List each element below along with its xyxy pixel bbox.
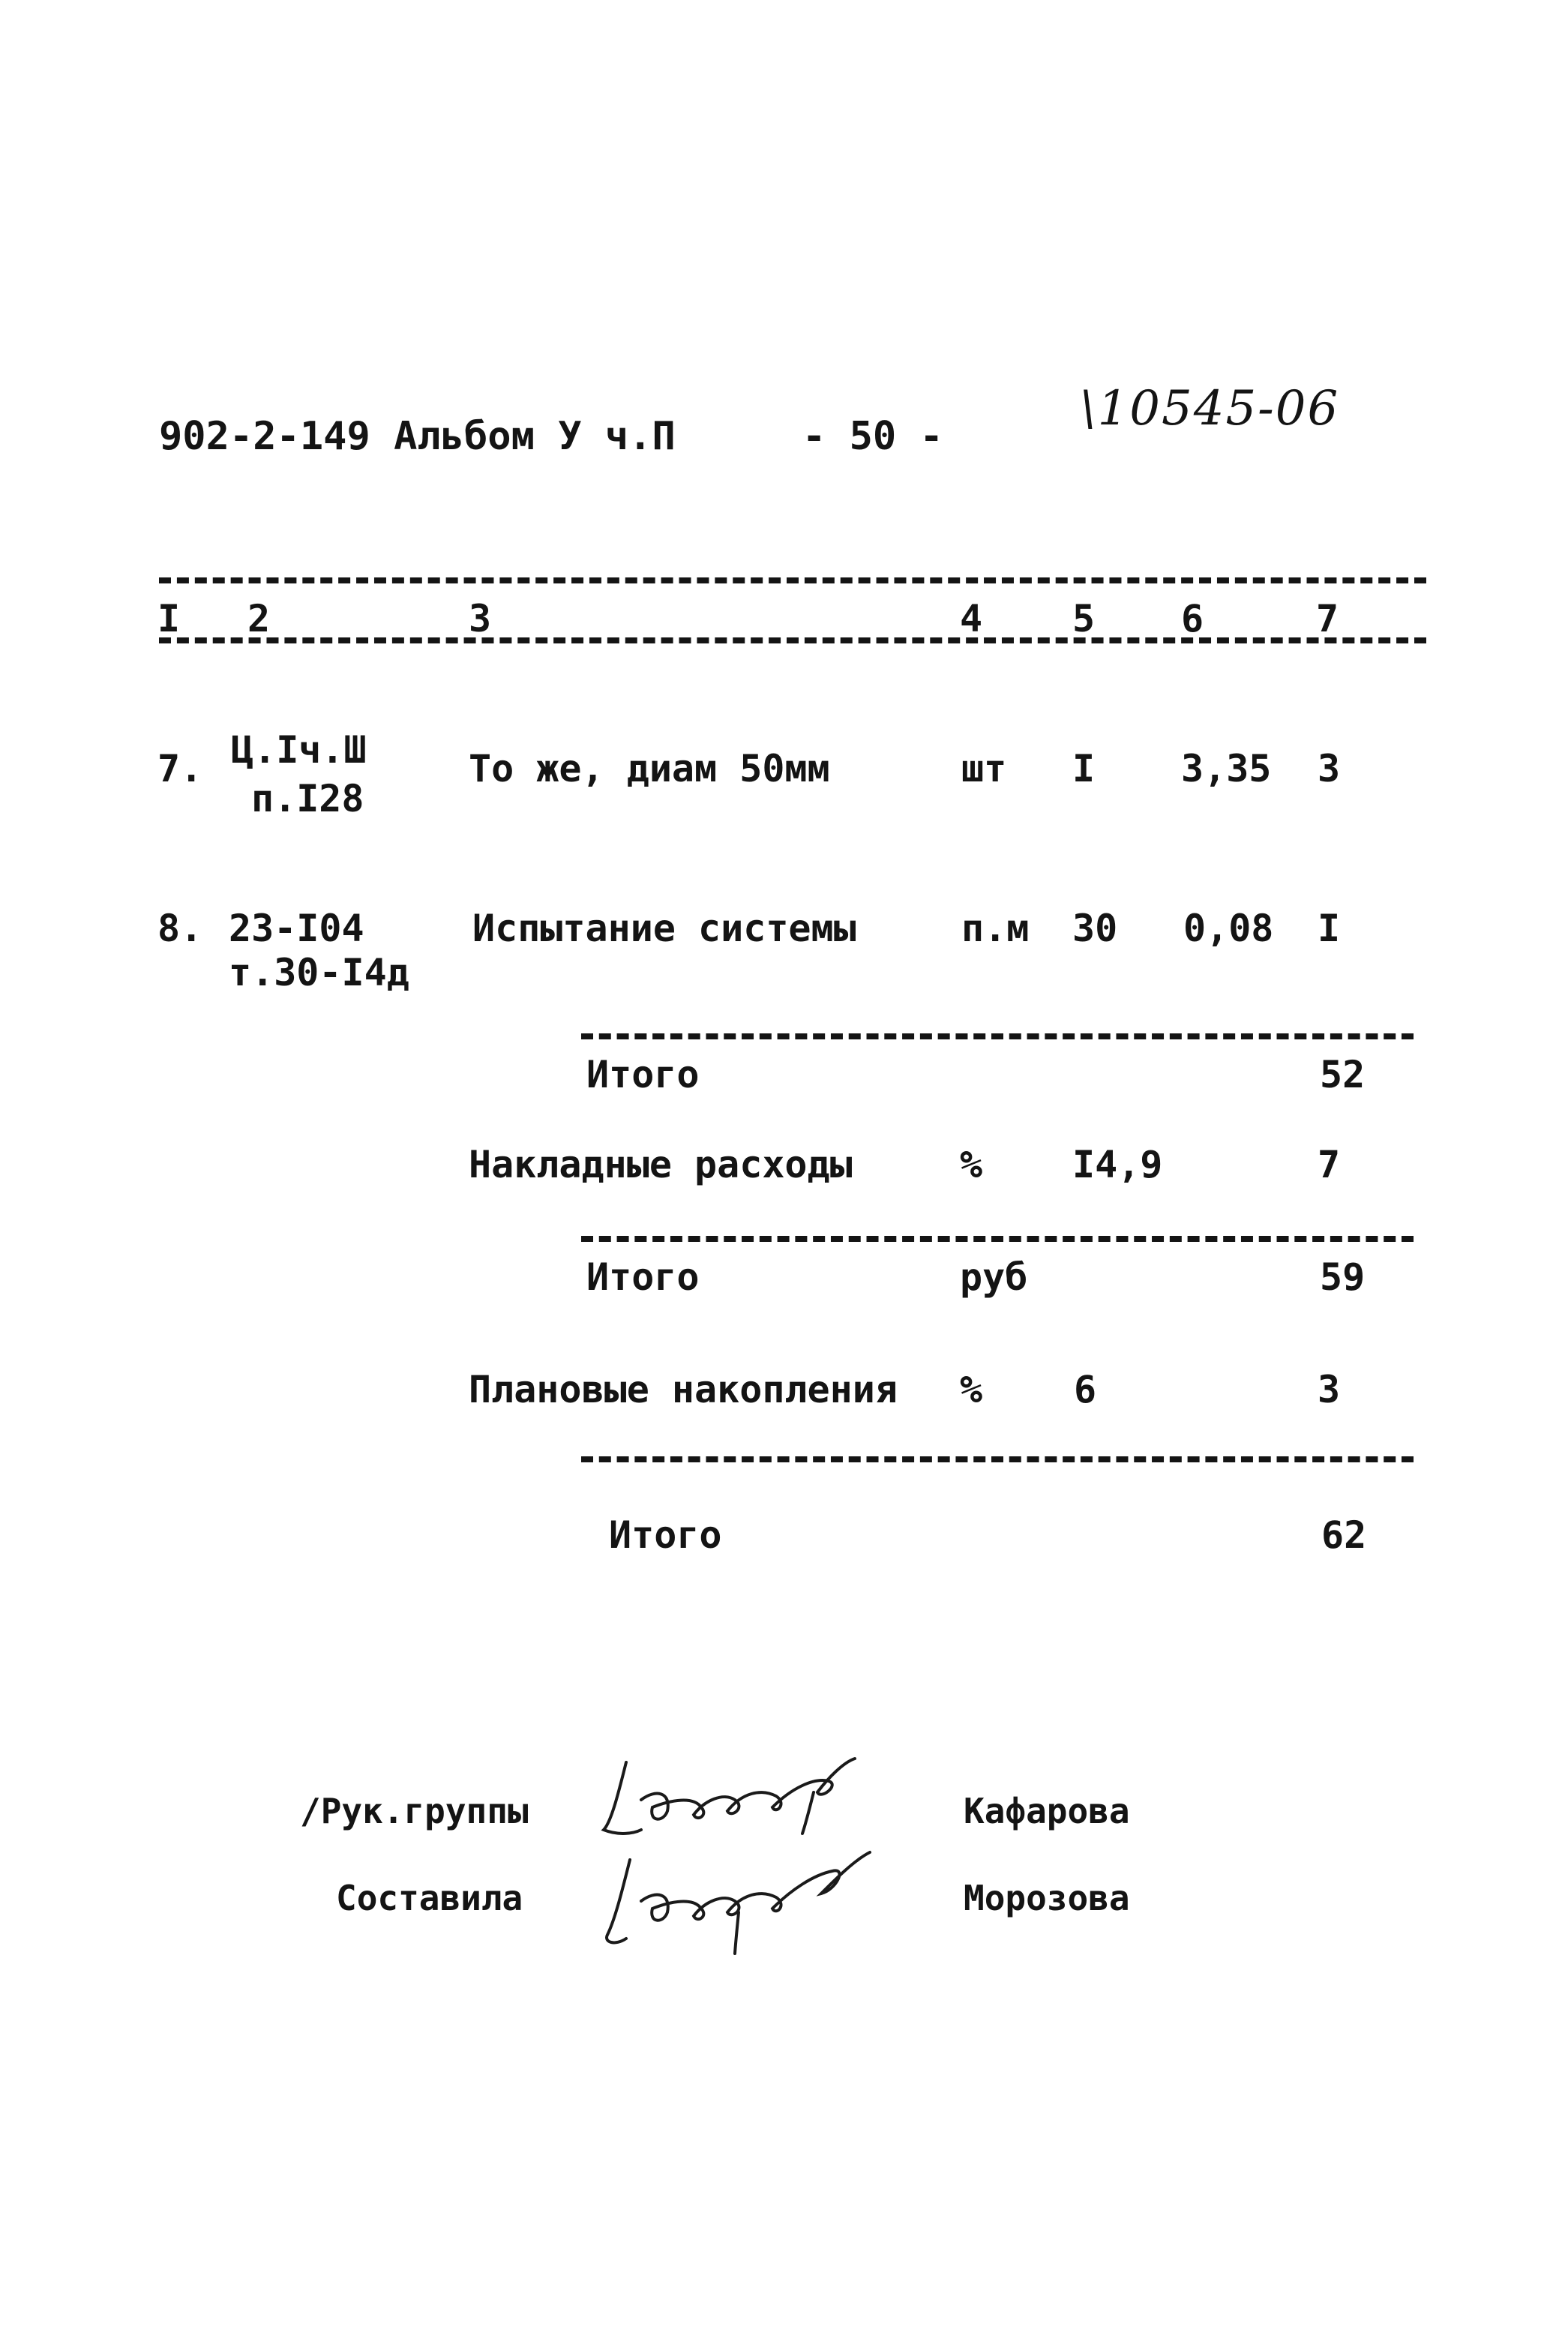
overhead-label: Накладные расходы <box>469 1143 853 1186</box>
row-reference-sub: п.I28 <box>251 777 364 820</box>
column-number-6: 6 <box>1181 597 1204 640</box>
row-number: 8. <box>157 907 203 950</box>
row-name: Испытание системы <box>472 907 856 950</box>
column-rule <box>159 637 1426 643</box>
row-quantity: 30 <box>1072 907 1118 950</box>
planned-value: 3 <box>1318 1368 1341 1411</box>
compiler-label: Составила <box>336 1878 523 1918</box>
grand-total-value: 62 <box>1321 1513 1367 1557</box>
subtotal-label: Итого <box>586 1255 700 1299</box>
column-number-1: I <box>157 597 181 640</box>
head-of-group-name: Кафарова <box>964 1791 1130 1831</box>
column-number-2: 2 <box>247 597 271 640</box>
subtotal-unit: руб <box>960 1255 1028 1299</box>
planned-unit: % <box>960 1368 983 1411</box>
row-name: То же, диам 50мм <box>469 747 830 790</box>
row-unit: шт <box>961 747 1007 790</box>
row-price: 0,08 <box>1183 907 1274 950</box>
page-number: - 50 - <box>802 414 943 459</box>
subtotal-rule <box>581 1033 1414 1039</box>
row-reference-sub: т.30-I4д <box>229 951 409 994</box>
column-number-5: 5 <box>1072 597 1096 640</box>
row-reference: Ц.Iч.Ш <box>231 728 367 772</box>
compiler-name: Морозова <box>964 1878 1130 1918</box>
handwritten-signature <box>596 1830 881 1957</box>
row-number: 7. <box>157 747 203 790</box>
subtotal-value: 59 <box>1320 1255 1366 1299</box>
header-rule <box>159 577 1426 583</box>
overhead-unit: % <box>960 1143 983 1186</box>
row-unit: п.м <box>961 907 1030 950</box>
planned-label: Плановые накопления <box>469 1368 898 1411</box>
row-total: I <box>1318 907 1341 950</box>
row-quantity: I <box>1072 747 1096 790</box>
head-of-group-label: /Рук.группы <box>300 1791 529 1831</box>
subtotal-value: 52 <box>1320 1053 1366 1096</box>
subtotal-rule <box>581 1236 1414 1242</box>
row-reference: 23-I04 <box>229 907 364 950</box>
document-reference: 902-2-149 Альбом У ч.П <box>159 414 676 459</box>
overhead-rate: I4,9 <box>1072 1143 1163 1186</box>
overhead-value: 7 <box>1318 1143 1341 1186</box>
handwritten-code: \10545-06 <box>1080 381 1340 436</box>
grand-total-label: Итого <box>609 1513 722 1557</box>
column-number-4: 4 <box>960 597 983 640</box>
row-total: 3 <box>1318 747 1341 790</box>
subtotal-label: Итого <box>586 1053 700 1096</box>
grand-total-rule <box>581 1456 1414 1462</box>
planned-rate: 6 <box>1074 1368 1097 1411</box>
column-number-7: 7 <box>1316 597 1339 640</box>
row-price: 3,35 <box>1181 747 1272 790</box>
column-number-3: 3 <box>469 597 492 640</box>
